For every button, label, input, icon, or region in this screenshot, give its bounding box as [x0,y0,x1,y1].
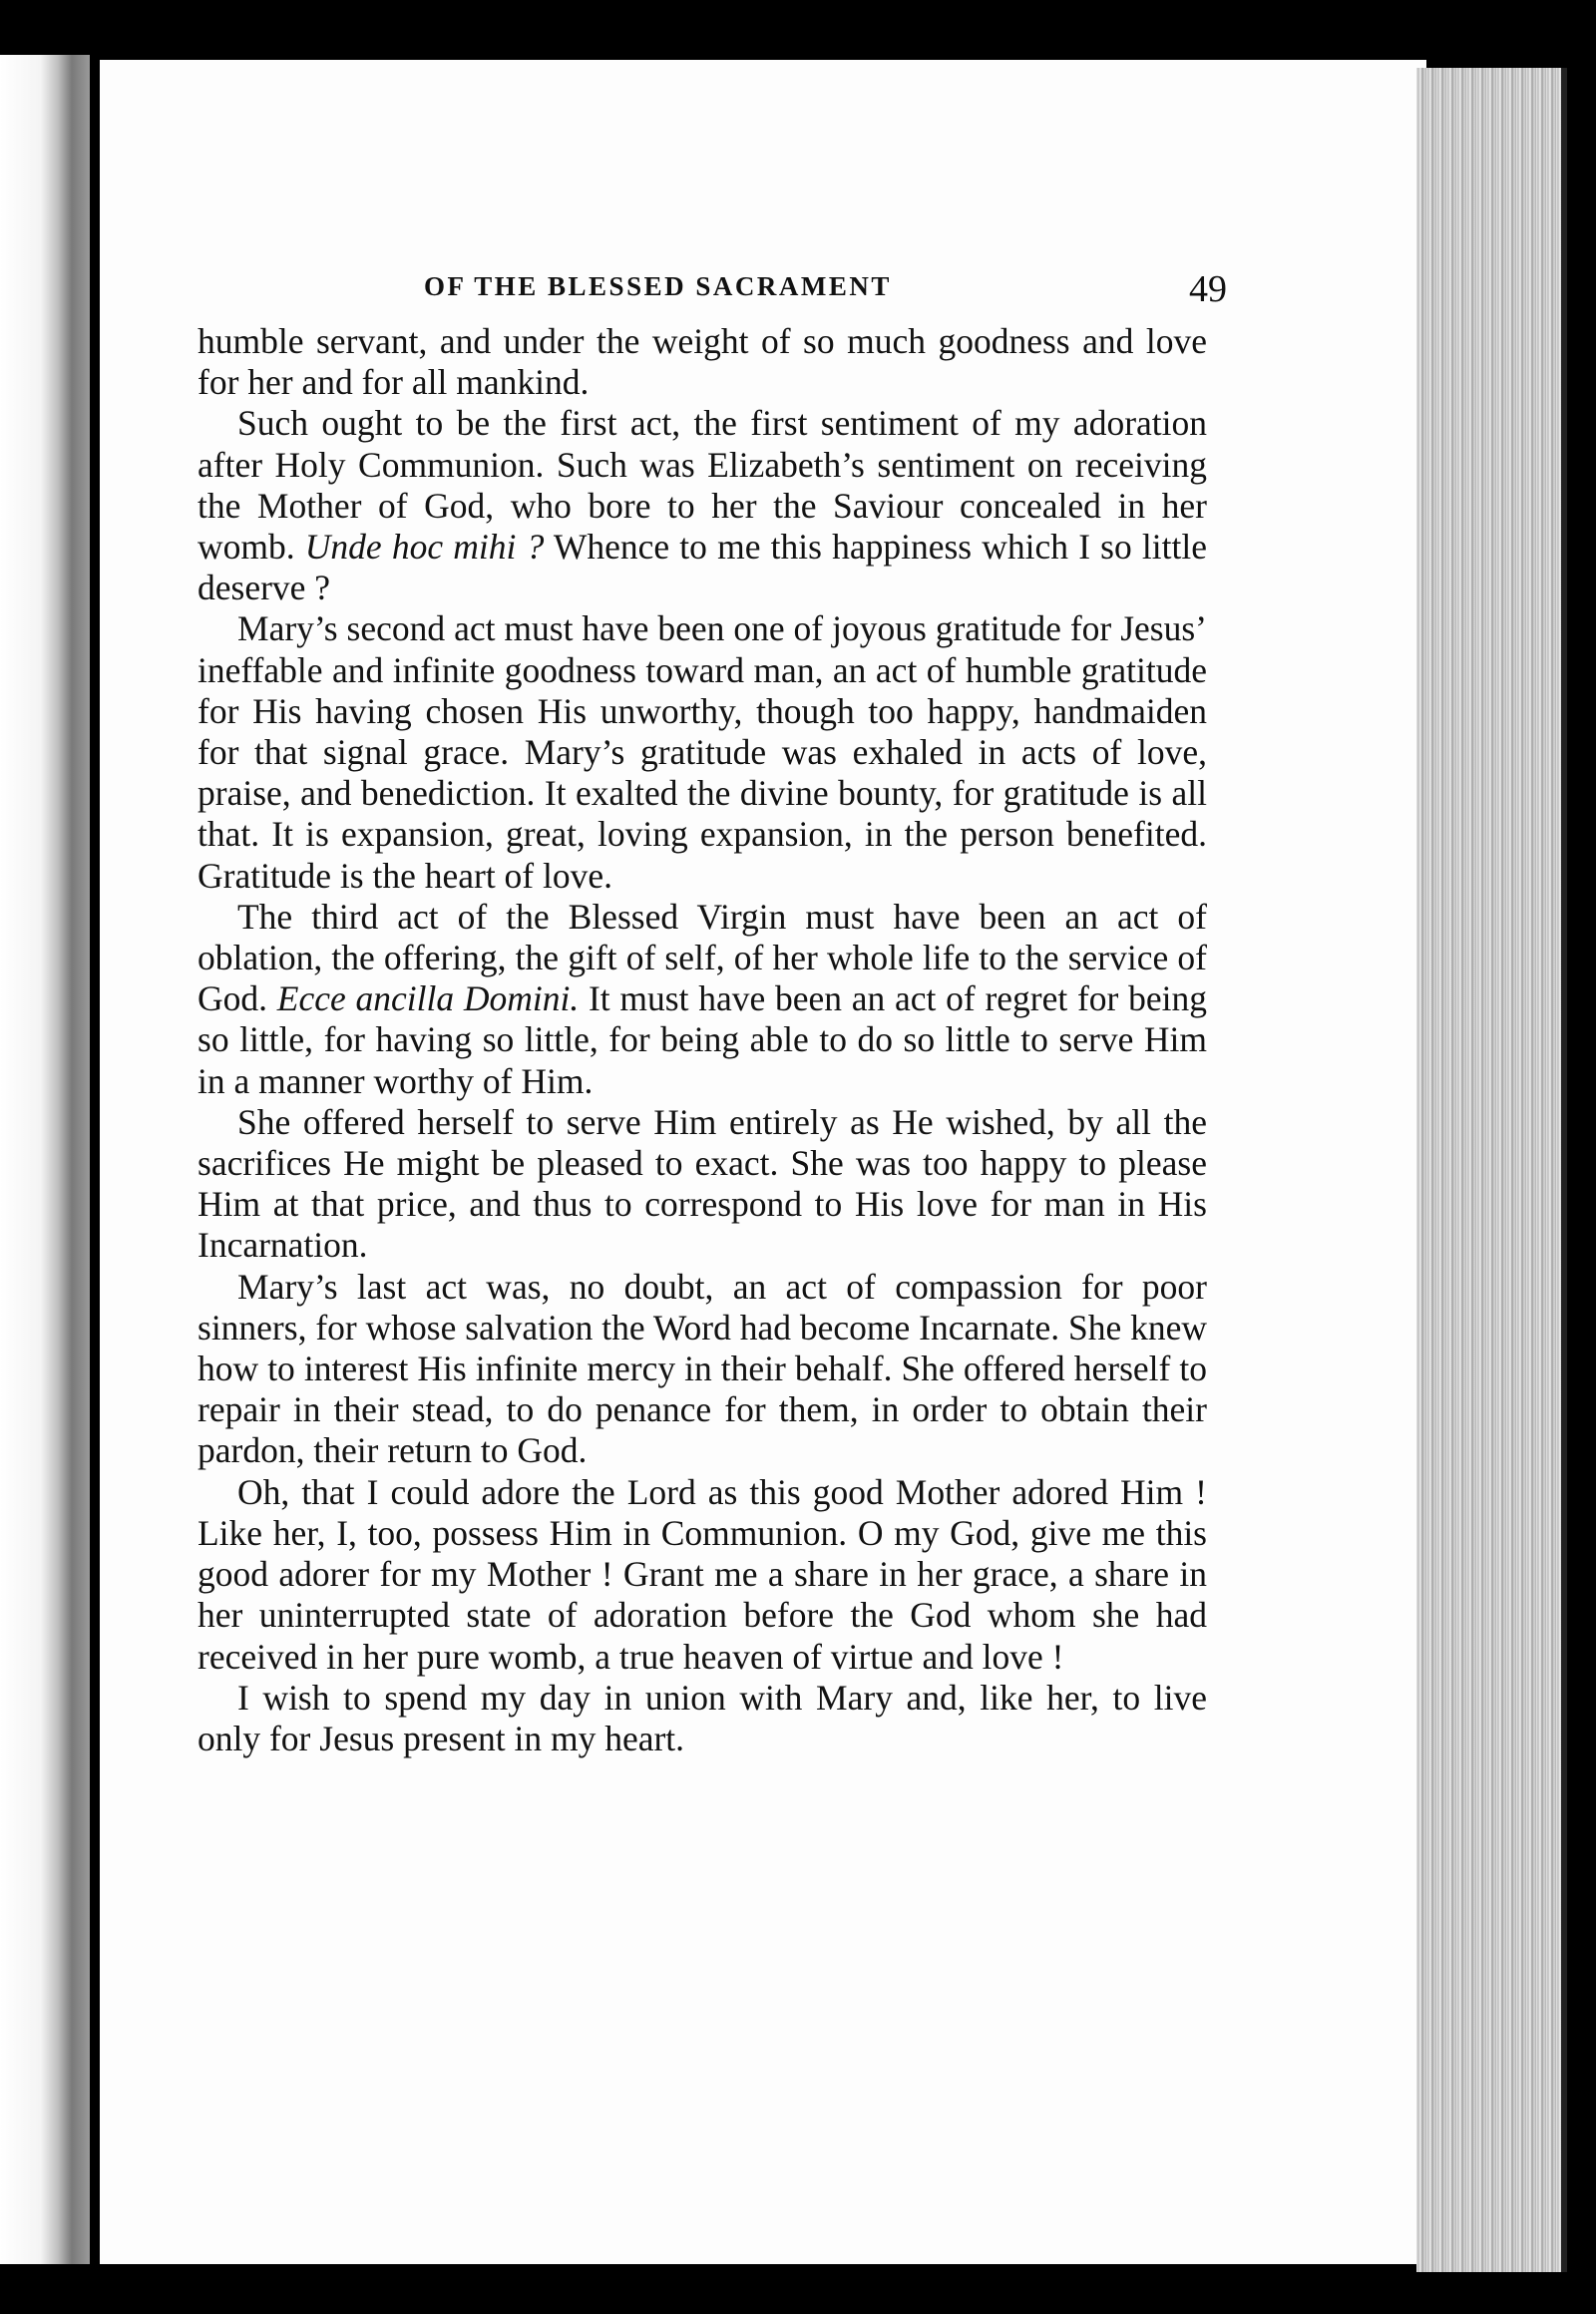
paragraph [198,608,1207,896]
text-run: The third act of the Blessed Virgin must have been an act of oblation, the offering, the gift of self, of her whole life to the service of God. [198,896,1207,1019]
text-run: I wish to spend my day in union with Mary and, like her, to live only for Jesus present in my heart. [198,1677,1207,1758]
running-head: OF THE BLESSED SACRAMENT [424,271,892,301]
paragraph [198,1267,1207,1472]
text-run: She offered herself to serve Him entirely as He wished, by all the sacrifices He might be pleased to exact. She was too happy to please Him at that price, and thus to correspond to His love for man in His Incarnation. [198,1101,1207,1266]
paragraph [198,897,1207,1102]
text-run: Oh, that I could adore the Lord as this good Mother adored Him ! Like her, I, too, possess Him in Communion. O my God, give me this good adorer for my Mother ! Grant me a share in her grace, a share in her uninterrupted state of adoration before the God whom she had received in her pure womb, a true heaven of virtue and love ! [198,1471,1207,1677]
text-run: Such ought to be the first act, the first sentiment of my adoration after Holy Communion. Such was Elizabeth’s sentiment on receiving the Mother of God, who bore to her the Saviour concealed in her womb. [198,403,1207,568]
latin-phrase: Unde hoc mihi ? [304,527,545,568]
latin-phrase: Ecce ancilla Domini. [276,978,580,1019]
paragraph [198,1102,1207,1267]
paragraph [198,403,1207,608]
facing-page-edge [0,55,90,2264]
paragraph [198,1472,1207,1678]
paragraph [198,321,1207,403]
text-run: It must have been an act of regret for being so little, for having so little, for being able to do so little to serve Him in a manner worthy of Him. [198,978,1207,1101]
page-number: 49 [1189,268,1227,310]
page-header [200,267,1227,317]
text-run: humble servant, and under the weight of so much goodness and love for her and for all mankind. [198,321,1207,403]
text-run: Mary’s second act must have been one of joyous gratitude for Jesus’ ineffable and infinite goodness toward man, an act of humble gratitude for His having chosen His unworthy, though too happy, handmaiden for that signal grace. Mary’s gratitude was exhaled in acts of love, praise, and benediction. It exalted the divine bounty, for gratitude is all that. It is expansion, great, loving expansion, in the person benefited. Gratitude is the heart of love. [198,608,1207,896]
text-run: Whence to me this happiness which I so little deserve ? [198,527,1207,608]
paragraph [198,1678,1207,1759]
page-block-edges [1416,68,1567,2272]
body-text [198,321,1207,1759]
text-run: Mary’s last act was, no doubt, an act of compassion for poor sinners, for whose salvation the Word had become Incarnate. She knew how to interest His infinite mercy in their behalf. She offered herself to repair in their stead, to do penance for them, in order to obtain their pardon, their return to God. [198,1266,1207,1471]
